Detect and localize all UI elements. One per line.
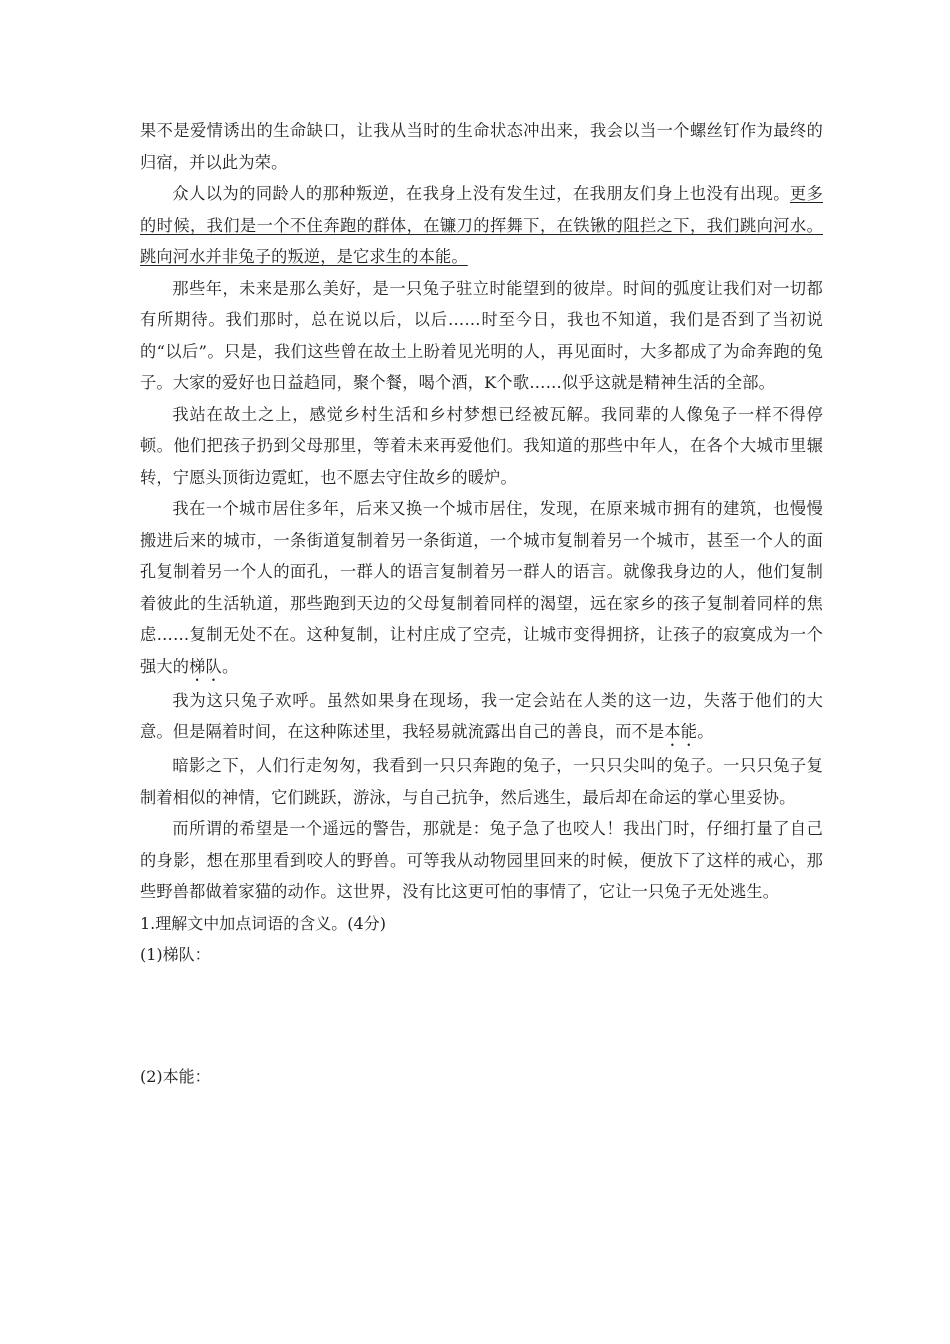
underlined-sentence: 更多的时候，我们是一个不住奔跑的群体，在镰刀的挥舞下，在铁锹的阻拦之下，我们跳向河水。跳向河水并非兔子的叛逆，是它求生的本能。 [140, 184, 823, 266]
passage-paragraph-2 [140, 178, 823, 273]
document-page [140, 115, 823, 1092]
dotted-word-tidui: 梯队 [189, 656, 222, 676]
dotted-word-benneng: 本能 [664, 722, 698, 741]
passage-paragraph-8 [140, 813, 823, 908]
passage-paragraph-7 [140, 750, 823, 813]
passage-paragraph-1-text: 果不是爱情诱出的生命缺口，让我从当时的生命状态冲出来，我会以当一个螺丝钉作为最终的归宿，并以此为荣。 [140, 121, 823, 172]
passage-paragraph-3 [140, 273, 823, 399]
passage-paragraph-6-end: 。 [697, 722, 714, 741]
passage-paragraph-1 [140, 115, 823, 178]
passage-paragraph-6-lead: 我为这只兔子欢呼。虽然如果身在现场，我一定会站在人类的这一边，失落于他们的大意。但是隔着时间，在这种陈述里，我轻易就流露出自己的善良，而不是 [140, 690, 823, 741]
passage-paragraph-6 [140, 685, 823, 751]
passage-paragraph-7-text: 暗影之下，人们行走匆匆，我看到一只只奔跑的兔子，一只只尖叫的兔子。一只只兔子复制着相似的神情，它们跳跃，游泳，与自己抗争，然后逃生，最后却在命运的掌心里妥协。 [140, 756, 823, 807]
passage-paragraph-2-lead: 众人以为的同龄人的那种叛逆，在我身上没有发生过，在我朋友们身上也没有出现。 [172, 184, 790, 203]
passage-paragraph-4-text: 我站在故土之上，感觉乡村生活和乡村梦想已经被瓦解。我同辈的人像兔子一样不得停顿。他们把孩子扔到父母那里，等着未来再爱他们。我知道的那些中年人，在各个大城市里辗转，宁愿头顶街边霓虹，也不愿去守住故乡的暖炉。 [140, 404, 823, 487]
question-1-part-2: (2)本能： [140, 1066, 211, 1086]
passage-paragraph-3-text: 那些年，未来是那么美好，是一只兔子驻立时能望到的彼岸。时间的弧度让我们对一切都有所期待。我们那时，总在说以后，以后……时至今日，我也不知道，我们是否到了当初说的“以后”。只是，我们这些曾在故土上盼着见光明的人，再见面时，大多都成了为命奔跑的兔子。大家的爱好也日益趋同，聚个餐，喝个酒，K个歌……似乎这就是精神生活的全部。 [140, 278, 823, 392]
passage-paragraph-5 [140, 493, 823, 685]
question-1-part-1: (1)梯队： [140, 945, 211, 964]
passage-paragraph-5-lead: 我在一个城市居住多年，后来又换一个城市居住，发现，在原来城市拥有的建筑，也慢慢搬进后来的城市，一条街道复制着另一条街道，一个城市复制着另一个城市，甚至一个人的面孔复制着另一个人的面孔，一群人的语言复制着另一群人的语言。就像我身边的人，他们复制着彼此的生活轨道，那些跑到天边的父母复制着同样的渴望，远在家乡的孩子复制着同样的焦虑……复制无处不在。这种复制，让村庄成了空壳，让城市变得拥挤，让孩子的寂寞成为一个强大的 [140, 499, 823, 676]
passage-paragraph-8-text: 而所谓的希望是一个遥远的警告，那就是：兔子急了也咬人！我出门时，仔细打量了自己的身影，想在那里看到咬人的野兽。可等我从动物园里回来的时候，便放下了这样的戒心，那些野兽都做着家猫的动作。这世界，没有比这更可怕的事情了，它让一只兔子无处逃生。 [140, 819, 823, 901]
passage-paragraph-5-end: 。 [221, 656, 239, 676]
question-1: 1.理解文中加点词语的含义。(4分) [140, 913, 386, 933]
passage-paragraph-4 [140, 399, 823, 494]
